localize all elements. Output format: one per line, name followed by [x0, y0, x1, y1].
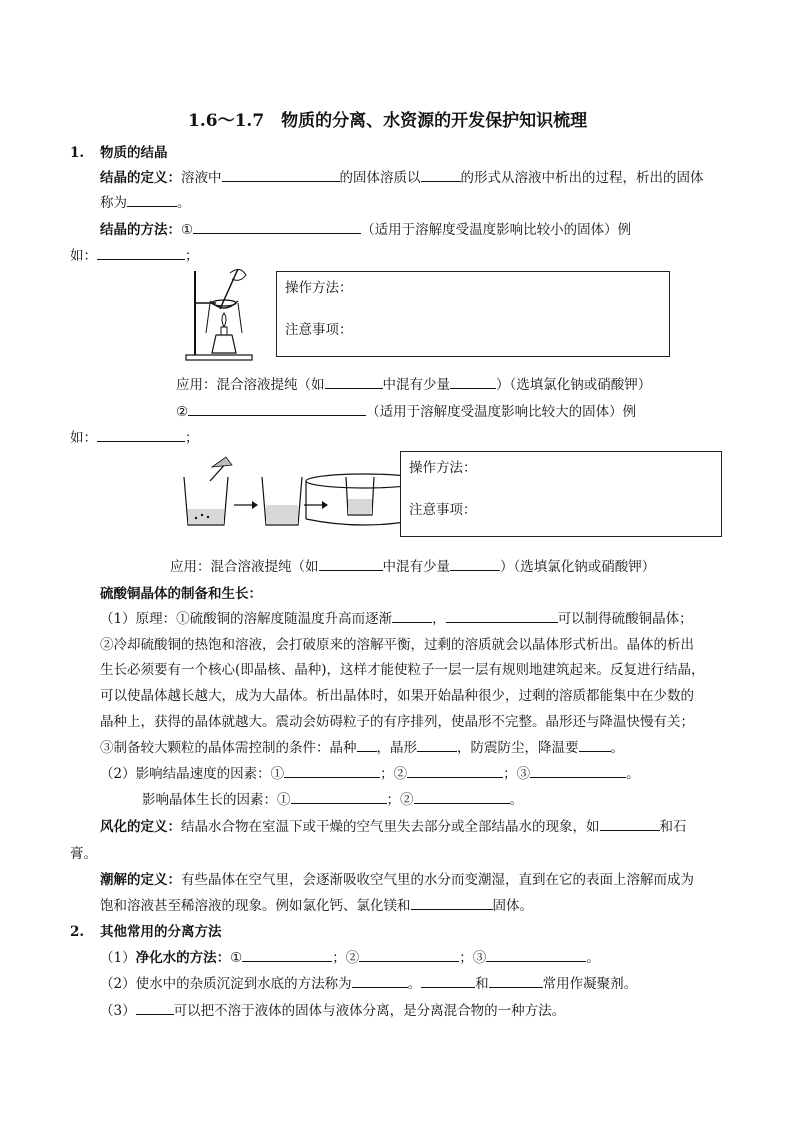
text-fragment: 。 — [626, 766, 640, 782]
text-fragment: 如： — [70, 430, 97, 446]
blank-field[interactable] — [242, 948, 332, 962]
text-fragment: 常用作凝聚剂。 — [542, 976, 638, 992]
text-fragment: 如： — [70, 248, 97, 264]
text-fragment: 的固体溶质以 — [339, 170, 421, 186]
text-fragment: 应用：混合溶液提纯（如 — [170, 559, 319, 575]
blank-field[interactable] — [450, 375, 496, 389]
blank-field[interactable] — [127, 193, 177, 207]
text-fragment: ； — [185, 248, 199, 264]
section-1-heading: 物质的结晶 — [100, 145, 168, 161]
blank-field[interactable] — [414, 790, 510, 804]
blank-field[interactable] — [421, 168, 461, 182]
precautions-label: 注意事项： — [409, 502, 477, 518]
text-fragment: ③制备较大颗粒的晶体需控制的条件：晶种 — [100, 740, 357, 756]
text-fragment: 称为 — [100, 195, 127, 211]
operation-method-label: 操作方法： — [409, 460, 477, 476]
text-fragment: ）（选填氯化钠或硝酸钾） — [500, 559, 656, 575]
crystal-growth-factors — [142, 790, 523, 810]
blank-field[interactable] — [489, 974, 543, 988]
deliquescence-label: 潮解的定义： — [100, 872, 181, 888]
principle-line5: 晶种上，获得的晶体就越大。震动会妨碍粒子的有序排列，使晶形不完整。晶形还与降温快慢有关； — [100, 714, 694, 730]
text-fragment: ，晶形 — [376, 740, 417, 756]
blank-field[interactable] — [359, 948, 459, 962]
principle-line3: 生长必须要有一个核心(即晶核、晶种)，这样才能使粒子一层一层有规则地建筑起来。反复进行结晶， — [100, 662, 705, 678]
text-fragment: 固体。 — [492, 898, 533, 914]
blank-field[interactable] — [97, 246, 185, 260]
text-fragment: ； — [185, 430, 199, 446]
text-fragment: 中混有少量 — [382, 377, 450, 393]
efflorescence-line1 — [100, 817, 687, 837]
text-fragment: ，防震防尘，降温要 — [457, 740, 579, 756]
blank-field[interactable] — [188, 402, 366, 416]
text-fragment: 结晶水合物在室温下或干燥的空气里失去部分或全部结晶水的现象，如 — [181, 819, 600, 835]
text-fragment: 。 — [407, 976, 422, 992]
text-fragment: 的形式从溶液中析出的过程，析出的固体 — [460, 170, 704, 186]
text-fragment: ； — [459, 950, 473, 966]
operation-box-1 — [276, 271, 670, 357]
blank-field[interactable] — [357, 738, 377, 752]
method-label: 结晶的方法： — [100, 222, 181, 238]
text-fragment: ； — [503, 766, 517, 782]
crystallization-definition-line1 — [100, 168, 704, 188]
sedimentation-line — [100, 974, 637, 994]
circle-num: ② — [176, 404, 189, 420]
blank-field[interactable] — [97, 428, 185, 442]
deliquescence-line1 — [100, 870, 694, 890]
blank-field[interactable] — [600, 817, 660, 831]
text-fragment: （2）影响结晶速度的因素： — [100, 766, 271, 782]
circle-num: ① — [277, 792, 291, 808]
method-2-note: （适用于溶解度受温度影响比较大的固体）例 — [366, 404, 637, 420]
text-fragment: 有些晶体在空气里，会逐渐吸收空气里的水分而变潮湿，直到在它的表面上溶解而成为 — [181, 872, 694, 888]
principle-line4: 可以使晶体越长越大，成为大晶体。析出晶体时，如果开始晶种很少，过剩的溶质都能集中在少数的 — [100, 688, 694, 704]
blank-field[interactable] — [486, 948, 586, 962]
method-2-line — [176, 402, 636, 422]
blank-field[interactable] — [446, 609, 558, 623]
application-1-line — [176, 375, 651, 395]
blank-field[interactable] — [392, 609, 432, 623]
text-fragment: 可以制得硫酸铜晶体； — [557, 611, 693, 627]
text-fragment: （1） — [100, 950, 136, 966]
blank-field[interactable] — [530, 764, 626, 778]
text-fragment: 应用：混合溶液提纯（如 — [176, 377, 325, 393]
text-fragment: ； — [380, 766, 394, 782]
method-1-line — [100, 220, 631, 240]
principle-line6 — [100, 738, 624, 758]
text-fragment: 和 — [475, 976, 489, 992]
blank-field[interactable] — [411, 896, 493, 910]
blank-field[interactable] — [136, 1001, 174, 1015]
crystallization-definition-line2 — [100, 193, 191, 213]
circle-num: ③ — [472, 950, 487, 966]
text-fragment: 影响晶体生长的因素： — [142, 792, 277, 808]
text-fragment: 可以把不溶于液体的固体与液体分离，是分离混合物的一种方法。 — [173, 1003, 566, 1019]
blank-field[interactable] — [325, 375, 383, 389]
text-fragment: 。 — [610, 740, 624, 756]
text-fragment: 中混有少量 — [382, 559, 450, 575]
blank-field[interactable] — [450, 557, 500, 571]
evaporation-apparatus-diagram — [182, 263, 272, 363]
application-2-line — [170, 557, 655, 577]
circle-num: ③ — [516, 766, 531, 782]
text-fragment: 饱和溶液甚至稀溶液的现象。例如氯化钙、氯化镁和 — [100, 898, 411, 914]
water-purification-label: 净化水的方法： — [135, 950, 231, 966]
operation-box-2 — [400, 451, 722, 537]
operation-method-label: 操作方法： — [285, 280, 353, 296]
circle-num: ① — [230, 950, 243, 966]
circle-num: ① — [270, 766, 285, 782]
section-2-heading: 其他常用的分离方法 — [100, 924, 222, 940]
text-fragment: （2）使水中的杂质沉淀到水底的方法称为 — [100, 976, 352, 992]
text-fragment: ）（选填氯化钠或硝酸钾） — [496, 377, 652, 393]
blank-field[interactable] — [407, 764, 503, 778]
method-2-example-line — [70, 428, 199, 448]
blank-field[interactable] — [319, 557, 383, 571]
filtration-line — [100, 1001, 565, 1021]
page-title: 1.6～1.7 物质的分离、水资源的开发保护知识梳理 — [188, 111, 588, 131]
crystallization-speed-factors — [100, 764, 640, 784]
blank-field[interactable] — [291, 790, 387, 804]
text-fragment: ； — [332, 950, 346, 966]
text-fragment: 。 — [177, 195, 191, 211]
circle-num: ② — [393, 766, 408, 782]
text-fragment: （1）原理：①硫酸铜的溶解度随温度升高而逐渐 — [100, 611, 393, 627]
section-2-number: 2. — [70, 924, 85, 940]
circle-num: ② — [345, 950, 360, 966]
efflorescence-line2: 膏。 — [70, 846, 97, 862]
blank-field[interactable] — [222, 168, 340, 182]
method-1-note: （适用于溶解度受温度影响比较小的固体）例 — [361, 222, 632, 238]
principle-line2: ②冷却硫酸铜的热饱和溶液，会打破原来的溶解平衡，过剩的溶质就会以晶体形式析出。晶体的析出 — [100, 637, 694, 653]
circle-num: ① — [181, 222, 194, 238]
efflorescence-label: 风化的定义： — [100, 819, 181, 835]
blank-field[interactable] — [421, 974, 475, 988]
water-purification-line — [100, 948, 600, 968]
blank-field[interactable] — [417, 738, 457, 752]
text-fragment: ； — [386, 792, 400, 808]
cuso4-heading: 硫酸铜晶体的制备和生长： — [100, 586, 262, 602]
principle-line1 — [100, 609, 693, 629]
text-fragment: ， — [432, 611, 446, 627]
text-fragment: （3） — [100, 1003, 136, 1019]
deliquescence-line2 — [100, 896, 533, 916]
blank-field[interactable] — [284, 764, 380, 778]
definition-label: 结晶的定义： — [100, 170, 181, 186]
cooling-crystallization-diagram — [180, 455, 400, 530]
blank-field[interactable] — [352, 974, 408, 988]
section-1-number: 1. — [70, 145, 85, 161]
blank-field[interactable] — [579, 738, 611, 752]
text-fragment: 和石 — [659, 819, 687, 835]
circle-num: ② — [400, 792, 414, 808]
blank-field[interactable] — [193, 220, 361, 234]
precautions-label: 注意事项： — [285, 322, 353, 338]
text-fragment: 。 — [509, 792, 523, 808]
text-fragment: 。 — [586, 950, 600, 966]
text-fragment: 溶液中 — [181, 170, 222, 186]
method-1-example-line — [70, 246, 199, 266]
